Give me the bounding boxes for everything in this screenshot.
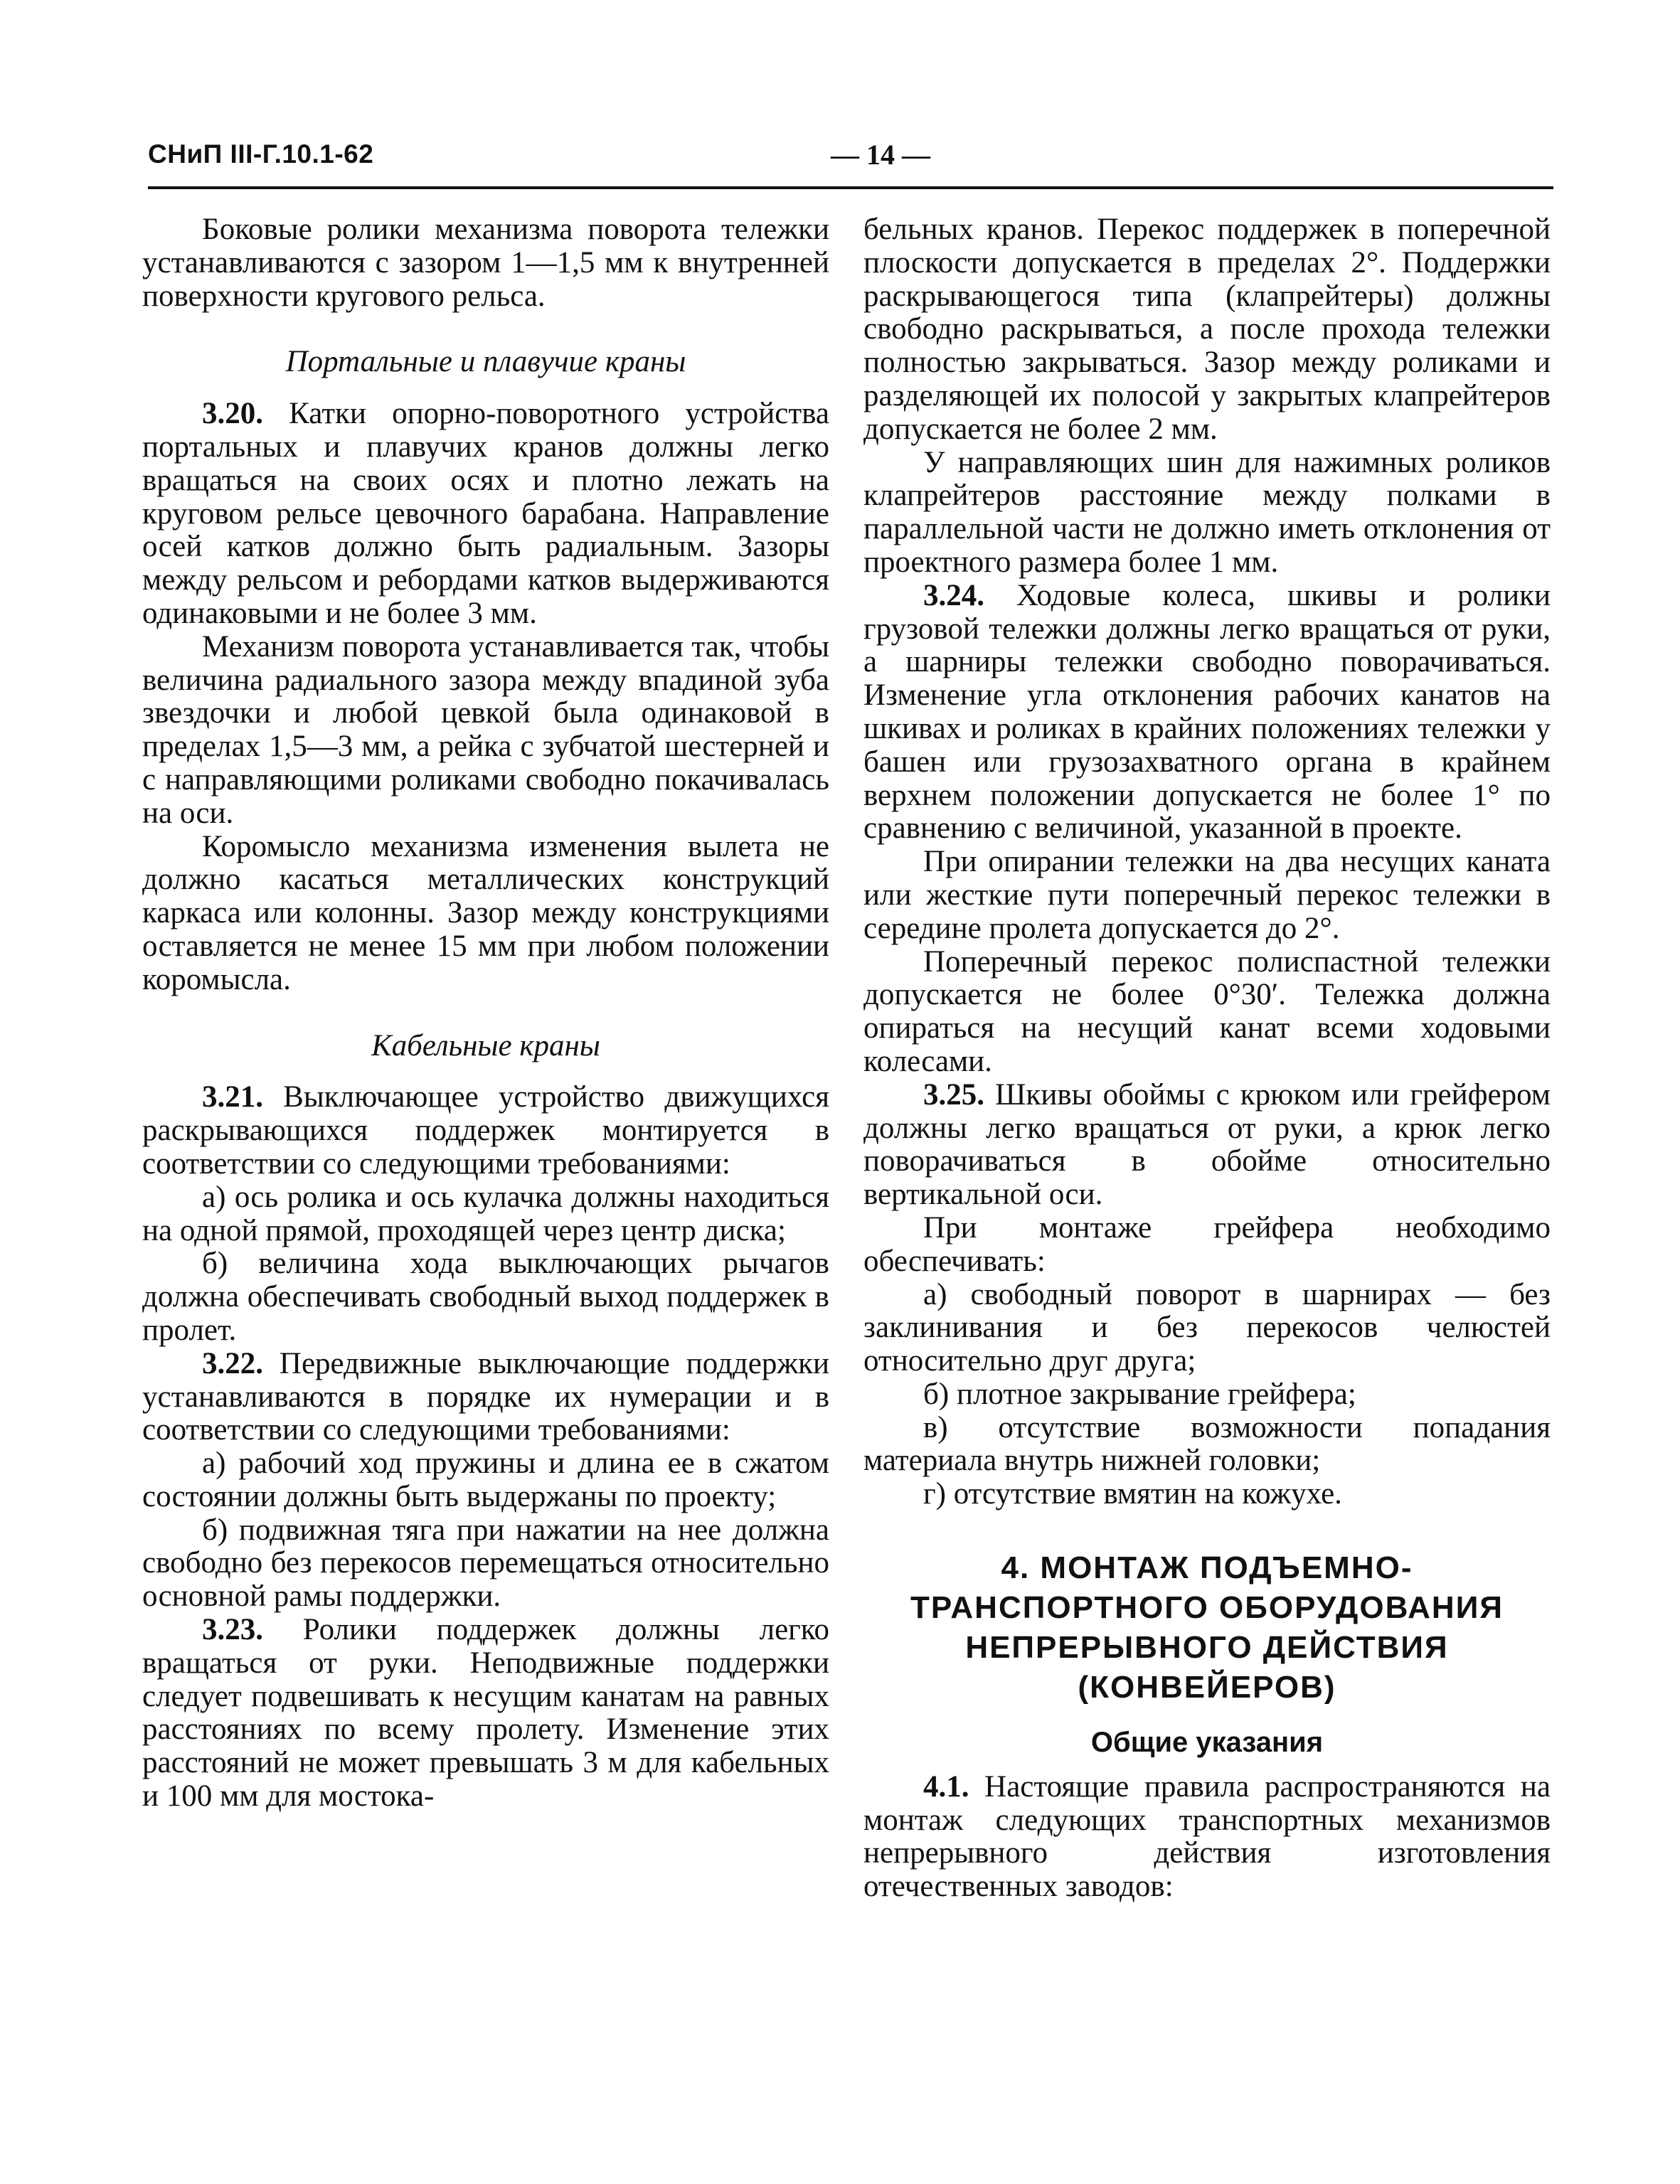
clause-number: 3.21. — [202, 1080, 263, 1114]
section-title-line: 4. МОНТАЖ ПОДЪЕМНО- — [1001, 1550, 1413, 1586]
paragraph-tackle-trolley: Поперечный перекос полиспастной тележки допускается не более 0°30′. Тележка должна опираться на несущий канат всеми ходовыми колесами. — [863, 944, 1551, 1078]
list-item-3-22-b: б) подвижная тяга при нажатии на нее должна свободно без перекосов перемещаться относительно основной рамы поддержки. — [142, 1513, 829, 1614]
document-code: СНиП III-Г.10.1-62 — [148, 139, 374, 169]
paragraph-trolley-support: При опирании тележки на два несущих каната или жесткие пути поперечный перекос тележки в середине пролета допускается до 2°. — [863, 845, 1551, 945]
list-item-3-21-b: б) величина хода выключающих рычагов должна обеспечивать свободный выход поддержек в пролет. — [142, 1247, 829, 1347]
clause-3-25 — [863, 1079, 1551, 1212]
clause-3-22 — [142, 1348, 829, 1447]
list-item-grab-a: а) свободный поворот в шарнирах — без заклинивания и без перекосов челюстей относительно друг друга; — [863, 1277, 1551, 1378]
list-item-3-21-a: а) ось ролика и ось кулачка должны находиться на одной прямой, проходящей через центр диска; — [142, 1180, 829, 1247]
list-item-grab-b: б) плотное закрывание грейфера; — [923, 1377, 1356, 1411]
paragraph-slewing-mechanism: Механизм поворота устанавливается так, чтобы величина радиального зазора между впадиной зуба звездочки и любой цевкой была одинаковой в пределах 1,5—3 мм, а рейка с зубчатой шестерней и с направляющими роликами свободно покачивалась на оси. — [142, 629, 829, 830]
section-4-title — [863, 1548, 1551, 1708]
section-title-line: НЕПРЕРЫВНОГО ДЕЙСТВИЯ — [965, 1630, 1449, 1666]
clause-text: Ролики поддержек должны легко вращаться от руки. Неподвижные поддержки следует подвешивать к несущим канатам на равных расстояниях по всему пролету. Изменение этих расстояний не может превышать 3 м для кабельных и 100 мм для мостока- — [142, 1613, 830, 1813]
clause-3-21 — [142, 1081, 829, 1181]
clause-text: Выключающее устройство движущихся раскрывающихся поддержек монтируется в соответствии со следующими требованиями: — [142, 1080, 829, 1181]
section-title-line: ТРАНСПОРТНОГО ОБОРУДОВАНИЯ — [910, 1590, 1504, 1626]
clause-text: Настоящие правила распространяются на монтаж следующих транспортных механизмов непрерывного действия изготовления отечественных заводов: — [863, 1769, 1551, 1904]
clause-3-20 — [142, 398, 829, 631]
clause-number: 3.23. — [202, 1613, 263, 1647]
page-number: — 14 — — [831, 139, 930, 171]
paragraph-grab-install: При монтаже грейфера необходимо обеспечивать: — [863, 1210, 1551, 1278]
clause-number: 3.20. — [202, 397, 263, 431]
clause-number: 3.24. — [923, 578, 984, 612]
page-header — [148, 139, 1553, 182]
paragraph-side-rollers: Боковые ролики механизма поворота тележки устанавливаются с зазором 1—1,5 мм к внутренней поверхности кругового рельса. — [142, 213, 829, 313]
clause-number: 4.1. — [923, 1769, 969, 1804]
clause-3-23 — [142, 1614, 829, 1813]
list-item-3-22-a: а) рабочий ход пружины и длина ее в сжатом состоянии должны быть выдержаны по проекту; — [142, 1447, 829, 1513]
clause-4-1 — [863, 1771, 1551, 1904]
section-title-line: (КОНВЕЙЕРОВ) — [1078, 1670, 1336, 1705]
right-column — [863, 213, 1551, 1904]
subheading-general: Общие указания — [1090, 1727, 1324, 1759]
clause-number: 3.22. — [202, 1346, 263, 1380]
list-item-grab-c: в) отсутствие возможности попадания материала внутрь нижней головки; — [863, 1410, 1551, 1478]
subheading-portal-cranes: Портальные и плавучие краны — [285, 345, 686, 379]
clause-text: Шкивы обоймы с крюком или грейфером должны легко вращаться от руки, а крюк легко поворачиваться в обойме относительно вертикальной оси. — [863, 1077, 1551, 1212]
list-item-grab-d: г) отсутствие вмятин на кожухе. — [923, 1477, 1342, 1511]
clause-number: 3.25. — [923, 1077, 984, 1112]
clause-text: Передвижные выключающие поддержки устанавливаются в порядке их нумерации и в соответствии со следующими требованиями: — [142, 1346, 829, 1447]
header-rule — [148, 186, 1553, 189]
paragraph-guide-rails: У направляющих шин для нажимных роликов клапрейтеров расстояние между полками в параллельной части не должно иметь отклонения от проектного размера более 1 мм. — [863, 445, 1551, 579]
clause-text: Ходовые колеса, шкивы и ролики грузовой тележки должны легко вращаться от руки, а шарниры тележки свободно поворачиваться. Изменение угла отклонения рабочих канатов на шкивах и роликах в крайних положениях тележки у башен или грузозахватного органа в крайнем верхнем положении допускается не более 1° по сравнению с величиной, указанной в проекте. — [863, 578, 1551, 846]
paragraph-continuation: бельных кранов. Перекос поддержек в поперечной плоскости допускается в пределах 2°. Поддержки раскрывающегося типа (клапрейтеры) должны свободно раскрываться, а после прохода тележки полностью закрываться. Зазор между роликами и разделяющей их полосой у закрытых клапрейтеров допускается не более 2 мм. — [863, 213, 1551, 446]
clause-3-24 — [863, 580, 1551, 846]
clause-text: Катки опорно-поворотного устройства портальных и плавучих кранов должны легко вращаться на своих осях и плотно лежать на круговом рельсе цевочного барабана. Направление осей катков должно быть радиальным. Зазоры между рельсом и ребордами катков выдерживаются одинаковыми и не более 3 мм. — [142, 397, 830, 630]
left-column — [142, 213, 829, 1813]
subheading-cable-cranes: Кабельные краны — [371, 1028, 600, 1062]
paragraph-rocker: Коромысло механизма изменения вылета не должно касаться металлических конструкций каркаса или колонны. Зазор между конструкциями оставляется не менее 15 мм при любом положении коромысла. — [142, 829, 829, 996]
